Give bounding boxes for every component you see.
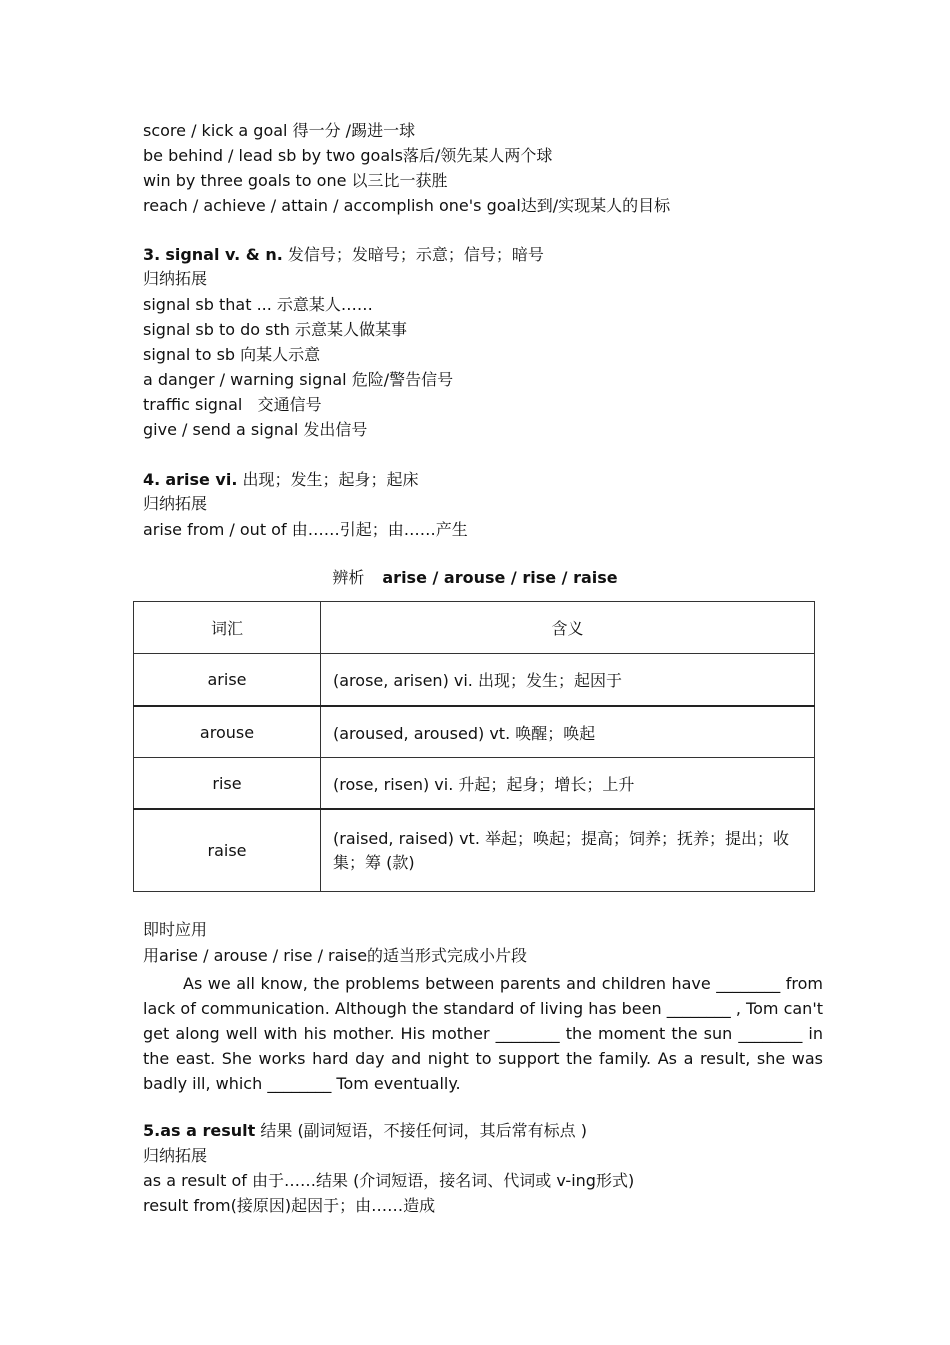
header-meaning: 含义 bbox=[321, 602, 815, 654]
compare-label: 辨析 bbox=[332, 568, 365, 587]
arise-heading bbox=[143, 470, 419, 490]
signal-item: a danger / warning signal 危险/警告信号 bbox=[143, 370, 454, 389]
as-a-result-item: result from(接原因)起因于；由……造成 bbox=[143, 1196, 436, 1215]
goal-phrase: reach / achieve / attain / accomplish one's goal达到/实现某人的目标 bbox=[143, 196, 671, 215]
table-header-row bbox=[134, 602, 815, 654]
signal-item: signal sb that ... 示意某人…… bbox=[143, 295, 373, 314]
table-row bbox=[134, 758, 815, 810]
table-row bbox=[134, 706, 815, 758]
arise-heading-word: arise vi. bbox=[165, 470, 238, 489]
signal-item: give / send a signal 发出信号 bbox=[143, 420, 368, 439]
as-a-result-heading bbox=[143, 1121, 587, 1141]
arise-heading-meaning: 出现；发生；起身；起床 bbox=[242, 470, 419, 489]
as-a-result-heading-rest: 结果 (副词短语，不接任何词，其后常有标点 ) bbox=[255, 1121, 588, 1140]
row-word: raise bbox=[134, 809, 321, 892]
as-a-result-heading-bold: 5.as a result bbox=[143, 1121, 256, 1140]
goal-phrase: score / kick a goal 得一分 /踢进一球 bbox=[143, 121, 416, 140]
signal-heading-word: signal v. & n. bbox=[165, 245, 283, 264]
arise-item: arise from / out of 由……引起；由……产生 bbox=[143, 520, 468, 539]
row-meaning: (aroused, aroused) vt. 唤醒；唤起 bbox=[321, 706, 815, 758]
signal-heading-num: 3. bbox=[143, 245, 161, 264]
row-word: arouse bbox=[134, 706, 321, 758]
as-a-result-expand-label: 归纳拓展 bbox=[143, 1146, 208, 1165]
arise-heading-num: 4. bbox=[143, 470, 161, 489]
signal-item: signal to sb 向某人示意 bbox=[143, 345, 321, 364]
vocab-table bbox=[133, 601, 815, 892]
signal-heading bbox=[143, 245, 544, 265]
row-word: rise bbox=[134, 758, 321, 810]
practice-instruction: 用arise / arouse / rise / raise的适当形式完成小片段 bbox=[143, 946, 528, 965]
table-row bbox=[134, 654, 815, 707]
goal-phrase: be behind / lead sb by two goals落后/领先某人两个球 bbox=[143, 146, 553, 165]
signal-item: traffic signal 交通信号 bbox=[143, 395, 322, 414]
practice-paragraph bbox=[143, 971, 823, 1096]
practice-paragraph-text: As we all know, the problems between parents and children have ________ from lack of communication. Although the standard of living has been ________ , Tom can't get along well with his mother. His mother ________ the moment the sun ________ in the east. She works hard day and night to support the family. As a result, she was badly ill, which ________ Tom eventually. bbox=[143, 974, 823, 1093]
signal-expand-label: 归纳拓展 bbox=[143, 269, 208, 288]
compare-title bbox=[0, 568, 950, 588]
arise-expand-label: 归纳拓展 bbox=[143, 494, 208, 513]
signal-item: signal sb to do sth 示意某人做某事 bbox=[143, 320, 408, 339]
practice-label: 即时应用 bbox=[143, 920, 208, 939]
row-meaning: (raised, raised) vt. 举起；唤起；提高；饲养；抚养；提出；收集；筹 (款) bbox=[321, 809, 815, 892]
row-meaning: (rose, risen) vi. 升起；起身；增长；上升 bbox=[321, 758, 815, 810]
table-row bbox=[134, 809, 815, 892]
compare-words: arise / arouse / rise / raise bbox=[382, 568, 618, 587]
as-a-result-item: as a result of 由于……结果 (介词短语，接名词、代词或 v-ing形式) bbox=[143, 1171, 635, 1190]
row-word: arise bbox=[134, 654, 321, 707]
row-meaning: (arose, arisen) vi. 出现；发生；起因于 bbox=[321, 654, 815, 707]
signal-heading-meaning: 发信号；发暗号；示意；信号；暗号 bbox=[287, 245, 544, 264]
goal-phrase: win by three goals to one 以三比一获胜 bbox=[143, 171, 448, 190]
header-word: 词汇 bbox=[134, 602, 321, 654]
